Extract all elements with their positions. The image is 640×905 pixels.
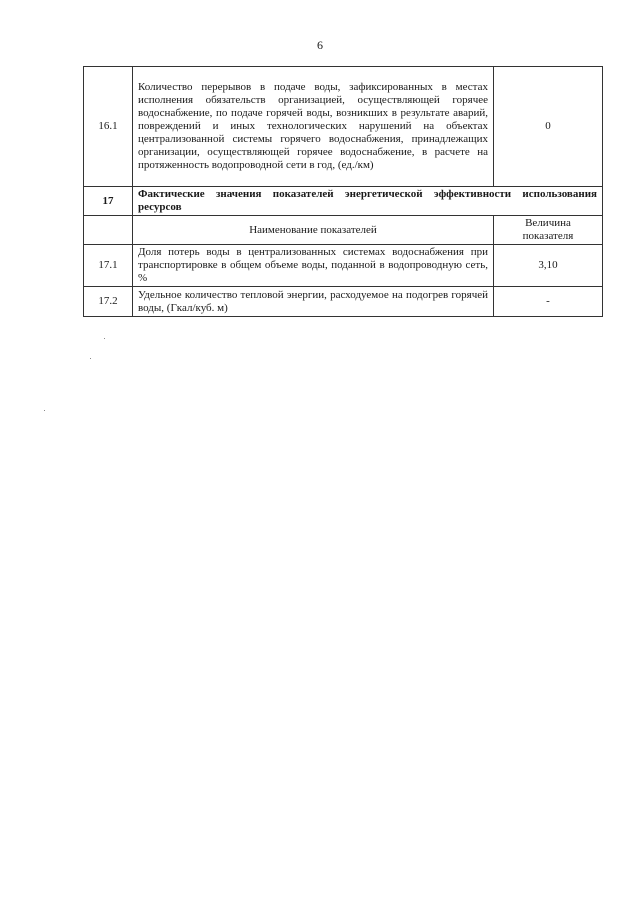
empty-cell — [84, 216, 133, 245]
section-number: 17 — [84, 187, 133, 216]
indicator-value: 3,10 — [494, 245, 603, 287]
scan-speck — [90, 358, 91, 359]
name-column-header: Наименование показателей — [133, 216, 494, 245]
indicator-value: 0 — [494, 67, 603, 187]
section-row — [84, 187, 603, 216]
section-title: Фактические значения показателей энергетической эффективности использования ресурсов — [133, 187, 603, 216]
table-row — [84, 245, 603, 287]
scan-speck — [44, 410, 45, 411]
header-row — [84, 216, 603, 245]
row-number: 16.1 — [84, 67, 133, 187]
scan-speck — [104, 338, 105, 339]
indicator-name: Количество перерывов в подаче воды, зафиксированных в местах исполнения обязательств организацией, осуществляющей горячее водоснабжение, по подаче горячей воды, возникших в результате аварий, повреждений и иных технологических нарушений на объектах централизованной системы горячего водоснабжения, принадлежащих организации, осуществляющей горячее водоснабжение, в расчете на протяженность водопроводной сети в год, (ед./км) — [133, 67, 494, 187]
page-number: 6 — [317, 38, 323, 52]
table-row — [84, 67, 603, 187]
value-column-header: Величина показателя — [494, 216, 603, 245]
row-number: 17.2 — [84, 287, 133, 317]
row-number: 17.1 — [84, 245, 133, 287]
indicators-table — [83, 66, 603, 317]
indicator-name: Удельное количество тепловой энергии, расходуемое на подогрев горячей воды, (Гкал/куб. м) — [133, 287, 494, 317]
indicator-name: Доля потерь воды в централизованных системах водоснабжения при транспортировке в общем объеме воды, поданной в водопроводную сеть, % — [133, 245, 494, 287]
indicator-value: - — [494, 287, 603, 317]
table-row — [84, 287, 603, 317]
